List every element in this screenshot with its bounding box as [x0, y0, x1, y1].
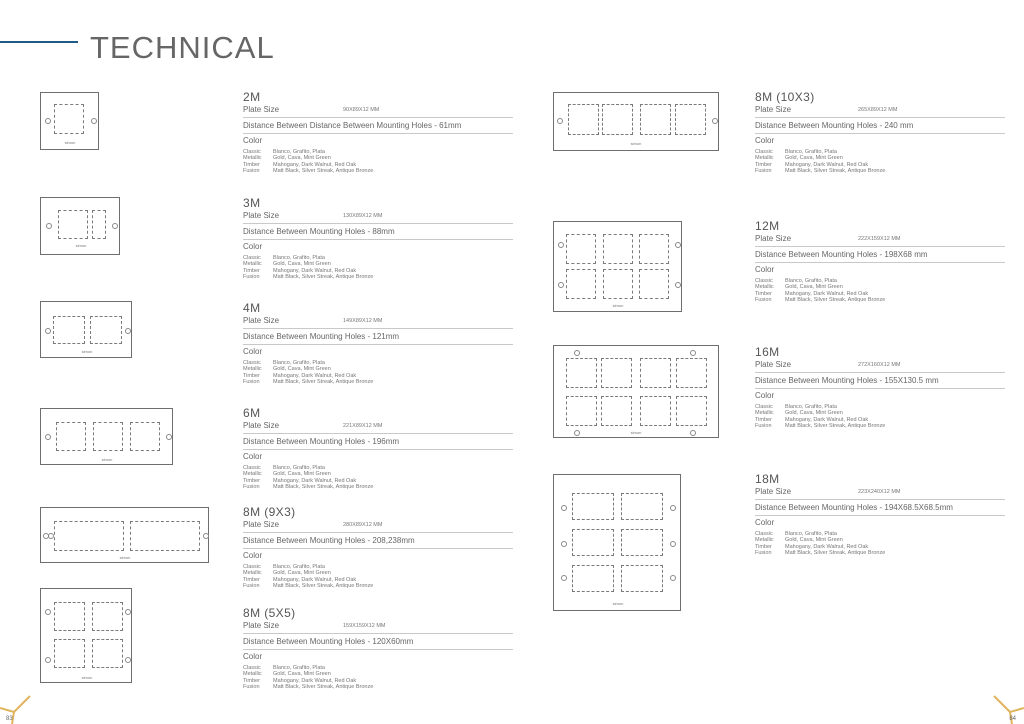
color-label: Color	[243, 452, 263, 461]
plate-12m-diagram: simon	[553, 221, 682, 312]
distance-row: Distance Between Mounting Holes - 155X130.5 mm	[755, 376, 939, 385]
color-label: Color	[755, 265, 775, 274]
color-label: Color	[243, 551, 263, 560]
spec-4m	[243, 301, 513, 391]
plate-size-value: 221X89X12 MM	[343, 423, 383, 429]
plate-size-value: 222X159X12 MM	[858, 236, 901, 242]
spec-heading: 8M (9X3)	[243, 505, 296, 519]
corner-ornament-right-icon	[990, 690, 1024, 724]
color-label: Color	[243, 347, 263, 356]
plate-size-label: Plate Size	[243, 105, 280, 114]
distance-row: Distance Between Mounting Holes - 88mm	[243, 227, 395, 236]
plate-size-label: Plate Size	[755, 105, 792, 114]
spec-heading: 3M	[243, 196, 261, 210]
spec-heading: 12M	[755, 219, 780, 233]
finish-list: Classic Blanco, Grafito, Plata Metallic Gold, Cava, Mint Green Timber Mahogany, Dark Walnut, Red Oak Fusion Matt Black, Silver Streak, Antique Bronze	[243, 564, 374, 590]
finish-list: Classic Blanco, Grafito, Plata Metallic Gold, Cava, Mint Green Timber Mahogany, Dark Walnut, Red Oak Fusion Matt Black, Silver Streak, Antique Bronze	[243, 255, 374, 281]
plate-size-value: 265X89X12 MM	[858, 107, 898, 113]
distance-row: Distance Between Mounting Holes - 121mm	[243, 332, 400, 341]
finish-list: Classic Blanco, Grafito, Plata Metallic Gold, Cava, Mint Green Timber Mahogany, Dark Walnut, Red Oak Fusion Matt Black, Silver Streak, Antique Bronze	[755, 278, 886, 304]
spec-3m	[243, 196, 513, 286]
plate-size-value: 272X160X12 MM	[858, 362, 901, 368]
plate-size-label: Plate Size	[243, 211, 280, 220]
plate-size-value: 90X89X12 MM	[343, 107, 380, 113]
page-number-right: 84	[1009, 716, 1016, 722]
page-number-left: 83	[6, 716, 13, 722]
color-label: Color	[755, 136, 775, 145]
finish-list: Classic Blanco, Grafito, Plata Metallic Gold, Cava, Mint Green Timber Mahogany, Dark Walnut, Red Oak Fusion Matt Black, Silver Streak, Antique Bronze	[243, 149, 374, 175]
spec-heading: 2M	[243, 90, 261, 104]
spec-16m	[755, 345, 1005, 435]
spec-8m-9x3	[243, 505, 513, 595]
finish-list: Classic Blanco, Grafito, Plata Metallic Gold, Cava, Mint Green Timber Mahogany, Dark Walnut, Red Oak Fusion Matt Black, Silver Streak, Antique Bronze	[243, 465, 374, 491]
spec-heading: 8M (10X3)	[755, 90, 815, 104]
spec-heading: 4M	[243, 301, 261, 315]
spec-heading: 16M	[755, 345, 780, 359]
plate-4m-diagram: simon	[40, 301, 132, 358]
distance-row: Distance Between Mounting Holes - 196mm	[243, 437, 400, 446]
spec-18m	[755, 472, 1005, 562]
plate-size-value: 149X89X12 MM	[343, 318, 383, 324]
plate-size-label: Plate Size	[243, 316, 280, 325]
plate-size-value: 280X89X12 MM	[343, 522, 383, 528]
finish-list: Classic Blanco, Grafito, Plata Metallic Gold, Cava, Mint Green Timber Mahogany, Dark Walnut, Red Oak Fusion Matt Black, Silver Streak, Antique Bronze	[243, 665, 374, 691]
plate-8m-10x3-diagram: simon	[553, 92, 719, 151]
plate-8m-5x5-diagram: simon	[40, 588, 132, 683]
finish-list: Classic Blanco, Grafito, Plata Metallic Gold, Cava, Mint Green Timber Mahogany, Dark Walnut, Red Oak Fusion Matt Black, Silver Streak, Antique Bronze	[243, 360, 374, 386]
page-title: TECHNICAL	[90, 30, 275, 65]
color-label: Color	[243, 136, 263, 145]
spec-8m-5x5	[243, 606, 513, 696]
distance-row: Distance Between Mounting Holes - 240 mm	[755, 121, 914, 130]
plate-size-label: Plate Size	[755, 487, 792, 496]
spec-2m	[243, 90, 513, 180]
plate-size-value: 159X159X12 MM	[343, 623, 386, 629]
finish-list: Classic Blanco, Grafito, Plata Metallic Gold, Cava, Mint Green Timber Mahogany, Dark Walnut, Red Oak Fusion Matt Black, Silver Streak, Antique Bronze	[755, 531, 886, 557]
plate-size-value: 223X240X12 MM	[858, 489, 901, 495]
plate-size-label: Plate Size	[243, 421, 280, 430]
plate-size-label: Plate Size	[755, 234, 792, 243]
plate-2m-diagram: simon	[40, 92, 99, 150]
plate-size-label: Plate Size	[243, 621, 280, 630]
color-label: Color	[243, 242, 263, 251]
distance-row: Distance Between Distance Between Mounting Holes - 61mm	[243, 121, 462, 130]
plate-18m-diagram: simon	[553, 474, 681, 611]
distance-row: Distance Between Mounting Holes - 120X60mm	[243, 637, 414, 646]
plate-6m-diagram: simon	[40, 408, 173, 465]
plate-3m-diagram: simon	[40, 197, 120, 255]
distance-row: Distance Between Mounting Holes - 208,238mm	[243, 536, 415, 545]
spec-6m	[243, 406, 513, 496]
distance-row: Distance Between Mounting Holes - 194X68.5X68.5mm	[755, 503, 953, 512]
finish-list: Classic Blanco, Grafito, Plata Metallic Gold, Cava, Mint Green Timber Mahogany, Dark Walnut, Red Oak Fusion Matt Black, Silver Streak, Antique Bronze	[755, 149, 886, 175]
spec-8m-10x3	[755, 90, 1005, 180]
plate-size-label: Plate Size	[755, 360, 792, 369]
finish-list: Classic Blanco, Grafito, Plata Metallic Gold, Cava, Mint Green Timber Mahogany, Dark Walnut, Red Oak Fusion Matt Black, Silver Streak, Antique Bronze	[755, 404, 886, 430]
spec-12m	[755, 219, 1005, 309]
distance-row: Distance Between Mounting Holes - 198X68 mm	[755, 250, 928, 259]
spec-heading: 6M	[243, 406, 261, 420]
plate-16m-diagram: simon	[553, 345, 719, 438]
header-rule	[0, 41, 78, 43]
plate-size-label: Plate Size	[243, 520, 280, 529]
spec-heading: 8M (5X5)	[243, 606, 296, 620]
spec-heading: 18M	[755, 472, 780, 486]
color-label: Color	[755, 391, 775, 400]
color-label: Color	[243, 652, 263, 661]
plate-size-value: 130X89X12 MM	[343, 213, 383, 219]
color-label: Color	[755, 518, 775, 527]
plate-8m-9x3-diagram: simon	[40, 507, 209, 563]
